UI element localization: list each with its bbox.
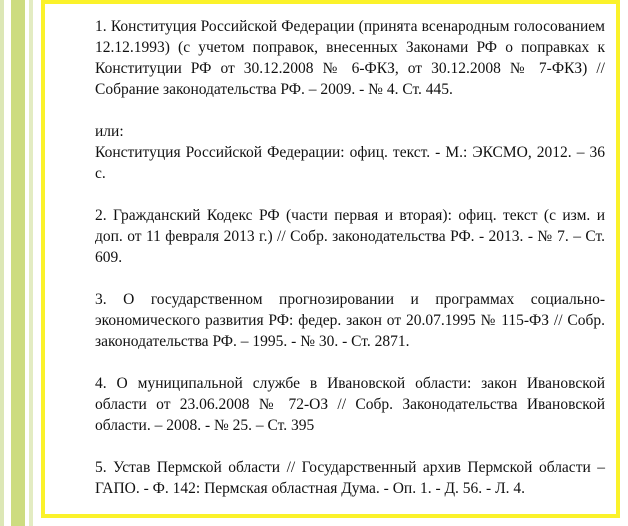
- reference-list: [95, 16, 605, 499]
- reference-item-4: 4. О муниципальной службе в Ивановской области: закон Ивановской области от 23.06.2008 № 72-ОЗ // Собр. Законодательства Ивановской области. – 2008. - № 25. – Ст. 395: [95, 375, 605, 434]
- decorative-stripe-accent: [11, 0, 25, 526]
- reference-item-5: 5. Устав Пермской области // Государственный архив Пермской области – ГАПО. - Ф. 142: Пермская областная Дума. - Оп. 1. - Д. 56. - Л. 4.: [95, 459, 605, 497]
- alternative-text: Конституция Российской Федерации: офиц. текст. - М.: ЭКСМО, 2012. – 36 с.: [95, 144, 605, 182]
- alternative-label: или:: [95, 123, 124, 140]
- reference-item-3: 3. О государственном прогнозировании и программах социально-экономического развития РФ: федер. закон от 20.07.1995 № 115-ФЗ // Собр. законодательства РФ. – 1995. - № 30. - Ст. 2871.: [95, 291, 605, 350]
- reference-frame: [41, 0, 620, 518]
- reference-item-1: 1. Конституция Российской Федерации (принята всенародным голосованием 12.12.1993) (с учетом поправок, внесенных Законами РФ о поправках к Конституции РФ от 30.12.2008 № 6-ФКЗ, от 30.12.2008 № 7-ФКЗ) // Собрание законодательства РФ. – 2009. - № 4. Ст. 445.: [95, 18, 605, 98]
- reference-item-2: 2. Гражданский Кодекс РФ (части первая и вторая): офиц. текст (с изм. и доп. от 11 февраля 2013 г.) // Собр. законодательства РФ. - 2013. - № 7. – Ст. 609.: [95, 207, 605, 266]
- reference-item-1-alternative: [95, 121, 605, 184]
- decorative-stripe: [29, 0, 33, 526]
- decorative-stripe-gap: [4, 0, 11, 526]
